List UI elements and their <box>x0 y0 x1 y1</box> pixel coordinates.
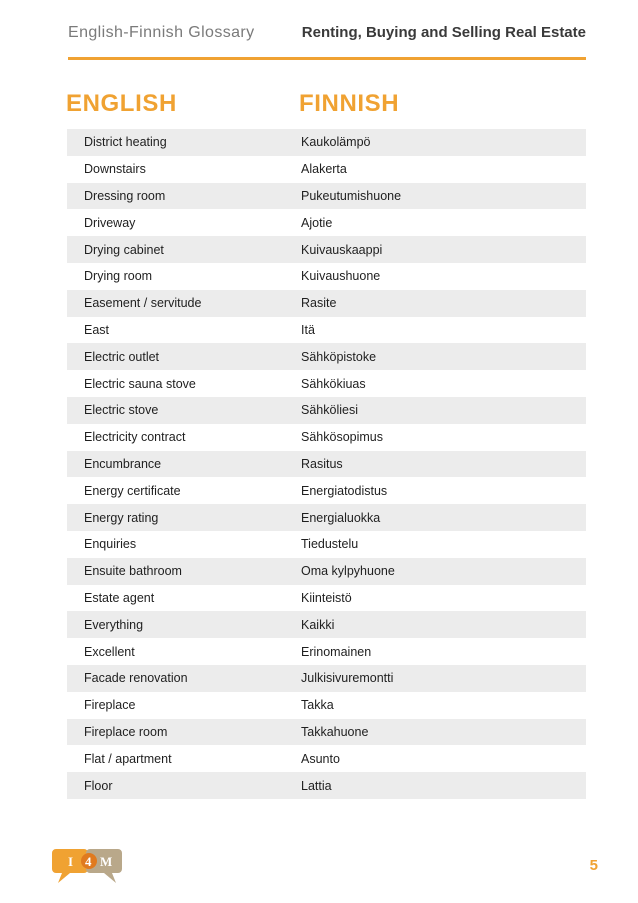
finnish-term: Alakerta <box>301 162 347 177</box>
table-row <box>67 477 586 504</box>
finnish-term: Pukeutumishuone <box>301 188 402 203</box>
english-term: Excellent <box>84 644 135 659</box>
english-term: Flat / apartment <box>84 751 172 766</box>
table-row <box>67 263 586 290</box>
finnish-term: Lattia <box>301 778 332 793</box>
table-row <box>67 745 586 772</box>
finnish-term: Rasitus <box>301 456 343 471</box>
finnish-term: Sähköliesi <box>301 403 358 418</box>
table-row <box>67 343 586 370</box>
english-term: Drying room <box>84 269 153 284</box>
finnish-term: Erinomainen <box>301 644 372 659</box>
finnish-term: Sähkösopimus <box>301 430 383 445</box>
table-row <box>67 451 586 478</box>
table-row <box>67 129 586 156</box>
finnish-term: Tiedustelu <box>301 537 359 552</box>
finnish-term: Asunto <box>301 751 340 766</box>
logo-letter-m: M <box>100 854 113 869</box>
header-divider <box>68 57 586 60</box>
english-term: Fireplace room <box>84 724 168 739</box>
english-term: Downstairs <box>84 162 146 177</box>
finnish-term: Oma kylpyhuone <box>301 564 395 579</box>
english-term: Driveway <box>84 215 136 230</box>
finnish-term: Energiatodistus <box>301 483 388 498</box>
finnish-term: Ajotie <box>301 215 333 230</box>
table-row <box>67 531 586 558</box>
table-row <box>67 665 586 692</box>
english-term: Encumbrance <box>84 456 162 471</box>
logo-letter-i: I <box>68 854 74 869</box>
finnish-term: Sähköpistoke <box>301 349 377 364</box>
english-term: Electric sauna stove <box>84 376 196 391</box>
section-title: Renting, Buying and Selling Real Estate <box>301 24 586 41</box>
english-term: East <box>84 322 110 337</box>
table-row <box>67 772 586 799</box>
table-row <box>67 156 586 183</box>
finnish-column-heading: FINNISH <box>299 90 400 117</box>
table-row <box>67 236 586 263</box>
english-term: District heating <box>84 135 167 150</box>
english-term: Everything <box>84 617 144 632</box>
table-row <box>67 209 586 236</box>
finnish-term: Kuivaushuone <box>301 269 381 284</box>
table-row <box>67 370 586 397</box>
glossary-table <box>67 129 586 799</box>
logo-digit-4: 4 <box>85 854 92 869</box>
finnish-term: Julkisivuremontti <box>301 671 394 686</box>
english-term: Electricity contract <box>84 430 186 445</box>
page-header <box>0 0 638 60</box>
finnish-term: Kaikki <box>301 617 335 632</box>
table-row <box>67 719 586 746</box>
table-row <box>67 558 586 585</box>
table-row <box>67 638 586 665</box>
page-number: 5 <box>589 857 598 874</box>
i4m-logo <box>52 845 126 887</box>
table-row <box>67 317 586 344</box>
english-term: Energy rating <box>84 510 159 525</box>
table-row <box>67 504 586 531</box>
english-term: Dressing room <box>84 188 166 203</box>
english-term: Electric stove <box>84 403 159 418</box>
finnish-term: Rasite <box>301 296 337 311</box>
english-term: Estate agent <box>84 590 155 605</box>
table-row <box>67 183 586 210</box>
finnish-term: Takkahuone <box>301 724 369 739</box>
finnish-term: Kiinteistö <box>301 590 352 605</box>
finnish-term: Itä <box>301 322 315 337</box>
english-term: Energy certificate <box>84 483 181 498</box>
finnish-term: Energialuokka <box>301 510 381 525</box>
table-row <box>67 692 586 719</box>
table-row <box>67 424 586 451</box>
table-row <box>67 611 586 638</box>
english-term: Electric outlet <box>84 349 160 364</box>
finnish-term: Takka <box>301 698 334 713</box>
finnish-term: Sähkökiuas <box>301 376 366 391</box>
english-column-heading: ENGLISH <box>66 90 177 117</box>
table-row <box>67 397 586 424</box>
english-term: Drying cabinet <box>84 242 164 257</box>
english-term: Ensuite bathroom <box>84 564 182 579</box>
finnish-term: Kaukolämpö <box>301 135 371 150</box>
english-term: Fireplace <box>84 698 136 713</box>
table-row <box>67 585 586 612</box>
english-term: Floor <box>84 778 113 793</box>
finnish-term: Kuivauskaappi <box>301 242 383 257</box>
table-row <box>67 290 586 317</box>
glossary-title: English-Finnish Glossary <box>68 24 255 41</box>
english-term: Easement / servitude <box>84 296 202 311</box>
english-term: Facade renovation <box>84 671 188 686</box>
english-term: Enquiries <box>84 537 137 552</box>
